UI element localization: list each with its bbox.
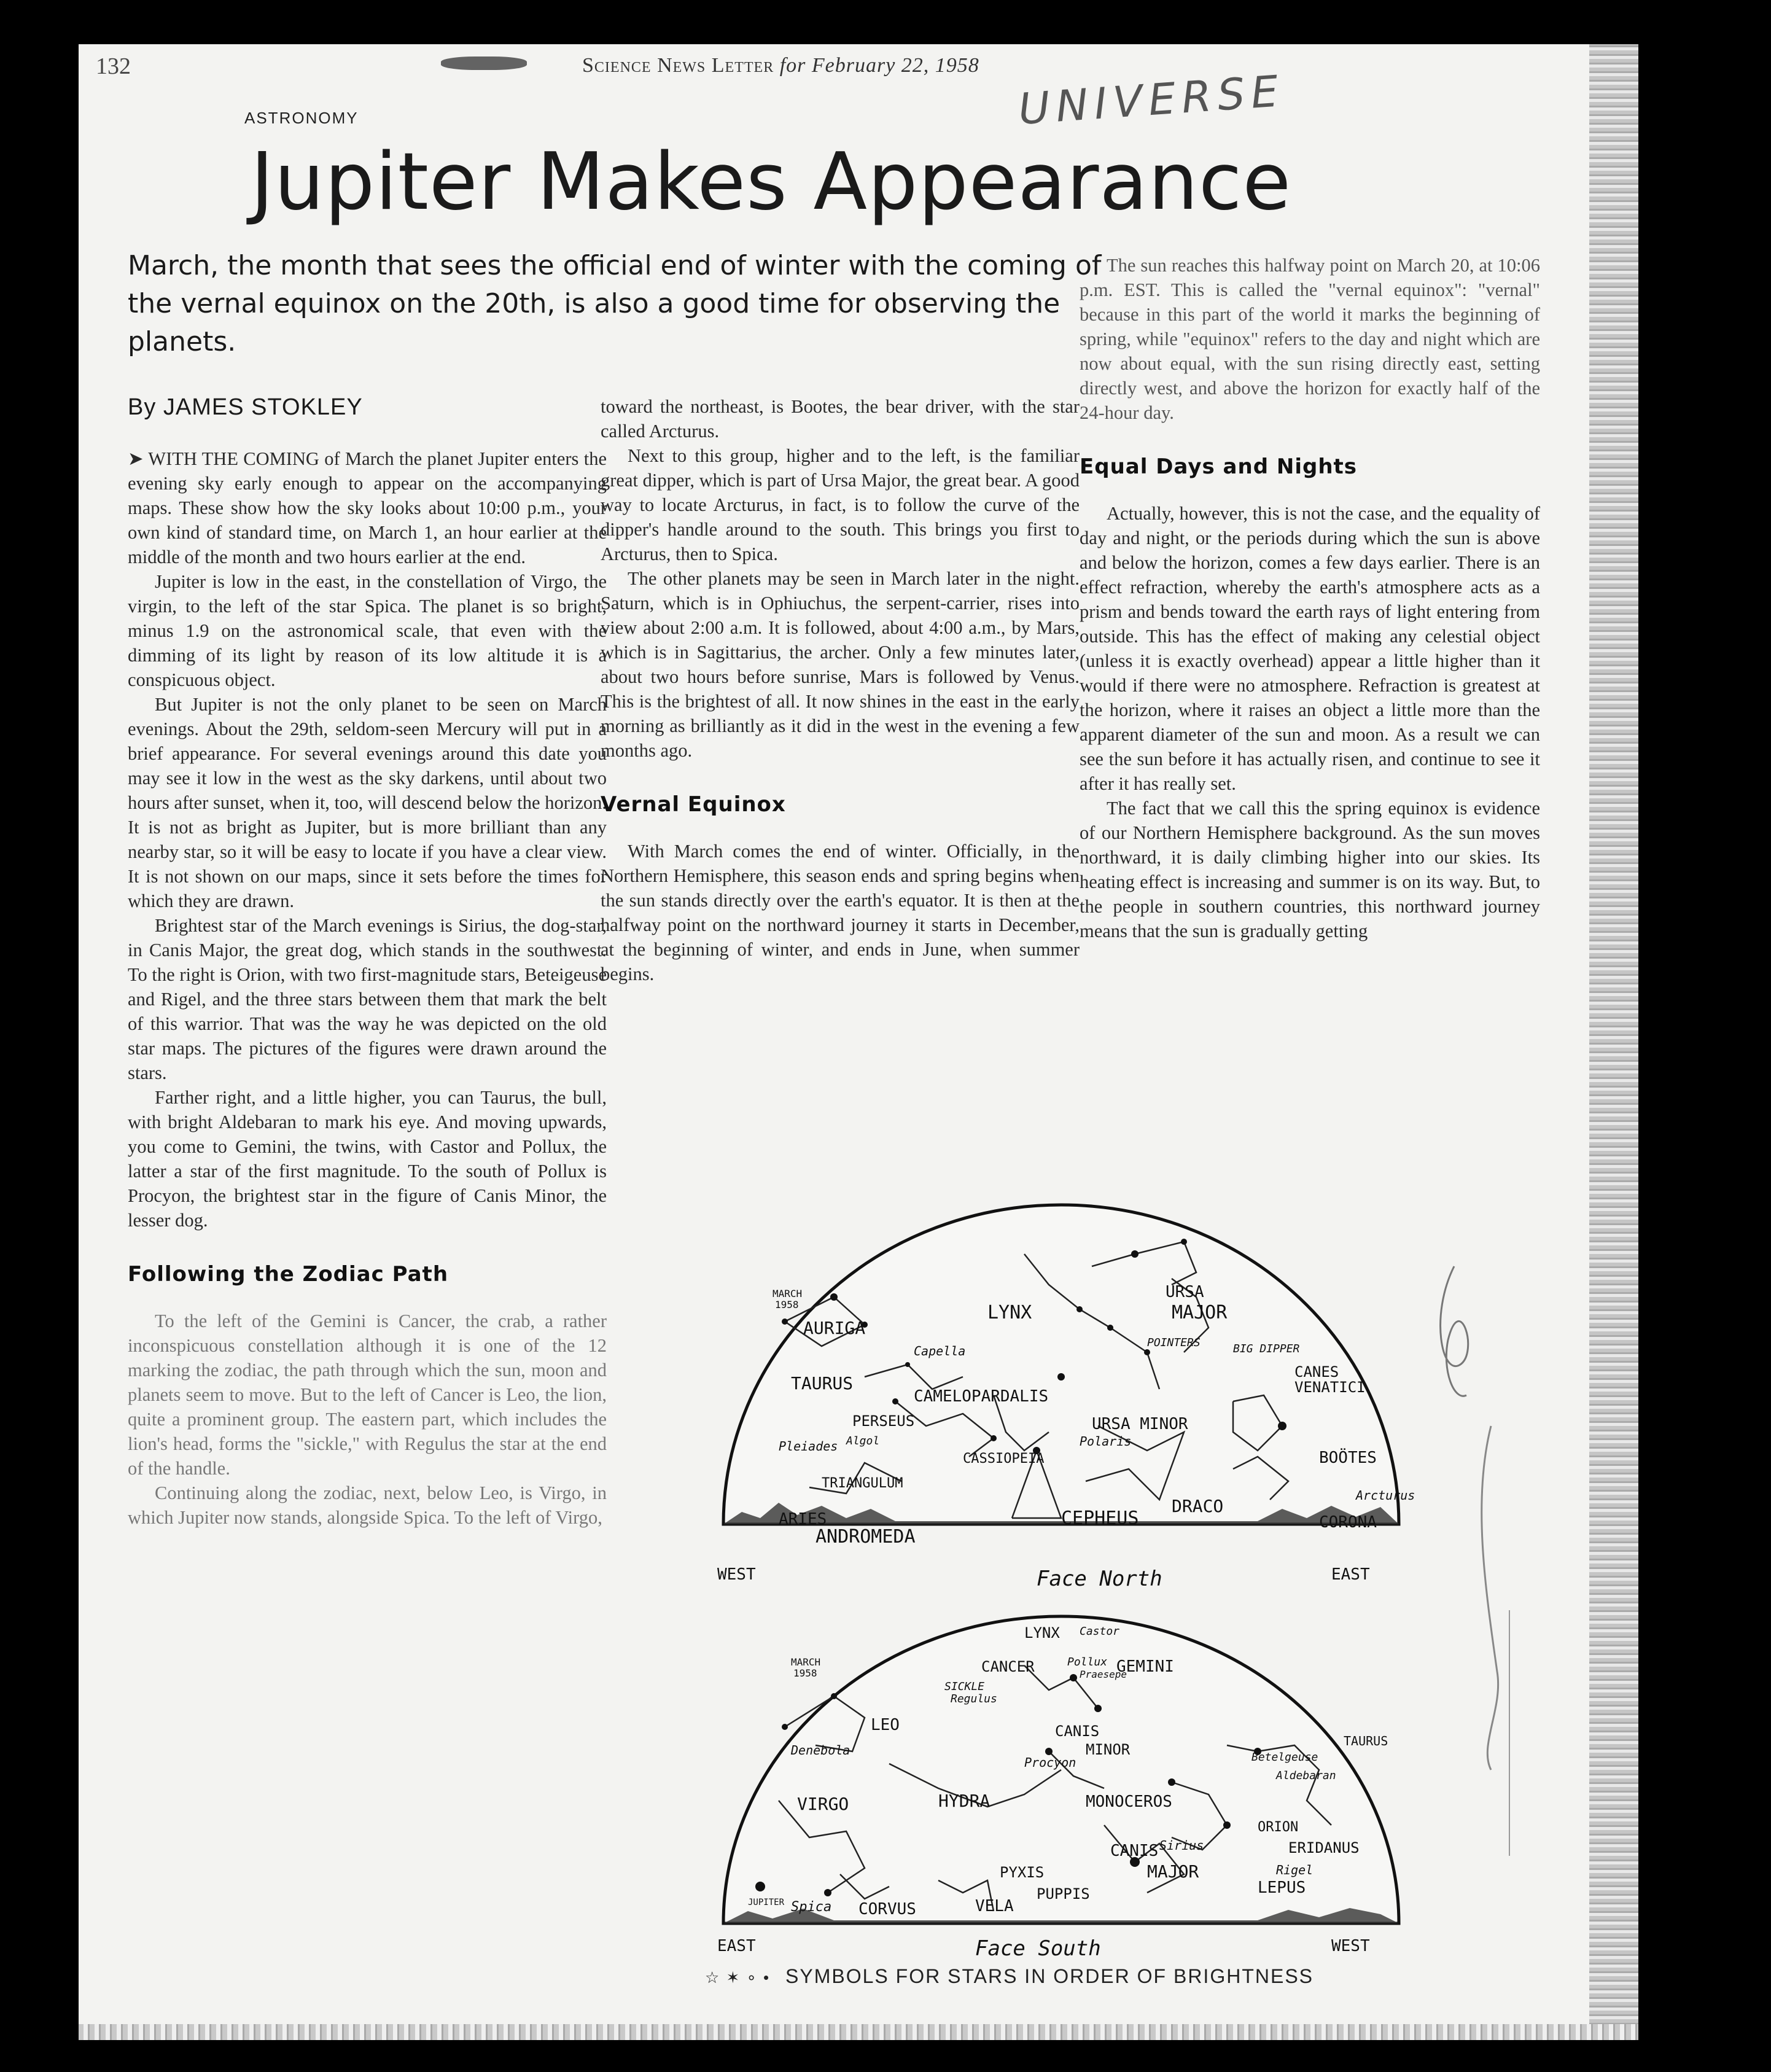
map-label: ERIDANUS [1288, 1839, 1360, 1856]
map-label: DRACO [1172, 1496, 1224, 1516]
map-label: BOÖTES [1319, 1449, 1377, 1467]
pencil-marks [1417, 1242, 1552, 1887]
map-label: Algol [846, 1435, 880, 1447]
map-label: Praesepe [1080, 1669, 1127, 1680]
column-3 [1080, 253, 1540, 943]
map-label: HYDRA [938, 1791, 991, 1811]
map-label: Aldebaran [1276, 1769, 1336, 1782]
map-label: URSA [1166, 1283, 1204, 1301]
star-map-south [705, 1604, 1417, 1963]
map-label: WEST [1331, 1937, 1370, 1955]
map-label: 1958 [793, 1667, 817, 1679]
map-label: LYNX [1024, 1624, 1060, 1642]
map-label: AURIGA [803, 1318, 866, 1338]
map-label: EAST [1331, 1565, 1370, 1584]
map-label: Denebola [791, 1743, 850, 1758]
map-label: CEPHEUS [1061, 1508, 1139, 1529]
map-label: Spica [791, 1899, 832, 1915]
map-label: PYXIS [1000, 1864, 1045, 1881]
map-label: Rigel [1276, 1863, 1314, 1877]
map-label: ARIES [779, 1510, 827, 1529]
map-label: Pleiades [779, 1439, 838, 1454]
map-label: CANIS [1110, 1842, 1159, 1860]
subheading-days-nights: Equal Days and Nights [1080, 454, 1358, 479]
map-label: TRIANGULUM [822, 1476, 903, 1491]
handwritten-note: UNIVERSE [1016, 65, 1286, 135]
map-label: CANES [1294, 1363, 1339, 1381]
map-label: MINOR [1086, 1741, 1131, 1758]
map-label: JUPITER [748, 1898, 785, 1907]
paragraph: The other planets may be seen in March later in the night. Saturn, which is in Ophiuchus, the serpent-carrier, rises into view about 2:00 a.m. It is followed, about 4:00 a.m., by Mars, which is in Sagittarius, the archer. Only a few minutes later, about two hours before sunrise, Mars is followed by Venus. This is the brightest of all. It now shines in the east in the early morning as brilliantly as it did in the west in the evening a few months ago. [601, 568, 1080, 761]
map-label: POINTERS [1147, 1336, 1201, 1349]
map-label: Castor [1080, 1625, 1120, 1638]
map-label: Regulus [951, 1692, 997, 1705]
paragraph: Jupiter is low in the east, in the constellation of Virgo, the virgin, to the left of the star Spica. The planet is so bright, minus 1.9 on the astronomical scale, that even with the dimming of its light by reason of its low altitude it is a conspicuous object. [128, 571, 607, 690]
page-number: 132 [96, 53, 131, 79]
legend-text: SYMBOLS FOR STARS IN ORDER OF BRIGHTNESS [785, 1965, 1314, 1987]
map-label: Arcturus [1356, 1488, 1415, 1503]
map-label: VIRGO [797, 1794, 849, 1814]
byline: By JAMES STOKLEY [128, 394, 363, 420]
map-label: WEST [717, 1565, 756, 1584]
map-label: LEO [871, 1716, 900, 1734]
map-label: URSA MINOR [1092, 1415, 1188, 1433]
paragraph: ➤ WITH THE COMING of March the planet Jupiter enters the evening sky early enough to appear on the accompanying maps. These show how the sky looks about 10:00 p.m., your own kind of standard time, on March 1, an hour earlier at the middle of the month and two hours earlier at the end. [128, 448, 607, 567]
map-label: EAST [717, 1937, 756, 1955]
map-label: MONOCEROS [1086, 1793, 1172, 1811]
subheading-equinox: Vernal Equinox [601, 792, 786, 817]
paragraph: Brightest star of the March evenings is Sirius, the dog-star, in Canis Major, the great dog, which stands in the southwest. To the right is Orion, with two first-magnitude stars, Beteigeuse and Rigel, and the three stars between them that mark the belt of this warrior. That was the way he was depicted on the old star maps. The pictures of the figures were drawn around the stars. [128, 915, 607, 1083]
star-map-north-svg [705, 1193, 1417, 1610]
legend-symbols: ☆ ✶ ∘ • [705, 1968, 771, 1987]
newspaper-page [79, 44, 1638, 2040]
star-symbol-legend [705, 1965, 1314, 1988]
map-label: Sirius [1159, 1838, 1204, 1853]
map-label: CORONA [1319, 1513, 1377, 1532]
map-label: CASSIOPEIA [963, 1451, 1045, 1466]
paragraph: The fact that we call this the spring equinox is evidence of our Northern Hemisphere background. As the sun moves northward, it is daily climbing higher into our skies. Its heating effect is increasing and summer is on its way. But, to the people in southern countries, this northward journey means that the sun is gradually getting [1080, 798, 1540, 941]
map-label: CORVUS [858, 1900, 916, 1918]
subheading-zodiac: Following the Zodiac Path [128, 1262, 449, 1287]
paragraph: Farther right, and a little higher, you can Taurus, the bull, with bright Aldebaran to mark his eye. And moving upwards, you come to Gemini, the twins, with Castor and Pollux, the latter a star of the first magnitude. To the south of Pollux is Procyon, the brightest star in the figure of Canis Minor, the lesser dog. [128, 1087, 607, 1231]
map-label: PERSEUS [852, 1412, 915, 1430]
scan-bottom-edge [79, 2024, 1638, 2040]
map-label: VENATICI [1294, 1379, 1366, 1396]
map-label: VELA [975, 1897, 1014, 1915]
map-label: Face North [1037, 1567, 1162, 1591]
map-label: MARCH [773, 1288, 803, 1299]
column-2 [601, 394, 1080, 986]
running-head-date: for February 22, 1958 [779, 54, 979, 77]
map-label: Capella [914, 1344, 966, 1358]
running-head [582, 54, 979, 77]
map-label: Pollux [1067, 1656, 1108, 1669]
paragraph: Continuing along the zodiac, next, below Leo, is Virgo, in which Jupiter now stands, alongside Spica. To the left of Virgo, [128, 1482, 607, 1528]
map-label: LYNX [987, 1302, 1032, 1323]
article-title: Jupiter Makes Appearance [251, 136, 1292, 228]
map-label: Face South [975, 1936, 1101, 1960]
paragraph: The sun reaches this halfway point on March 20, at 10:06 p.m. EST. This is called the "vernal equinox": "vernal" because in this part of the world it marks the beginning of spring, while "equinox" refers to the day and night which are now about equal, with the sun rising directly east, setting directly west, and above the horizon for exactly half of the 24-hour day. [1080, 255, 1540, 423]
map-label: CANIS [1055, 1723, 1100, 1740]
map-label: ANDROMEDA [815, 1526, 916, 1548]
map-label: Polaris [1080, 1434, 1132, 1449]
map-label: GEMINI [1116, 1657, 1174, 1676]
map-label: CANCER [981, 1658, 1035, 1675]
map-label: 1958 [775, 1299, 799, 1311]
map-label: CAMELOPARDALIS [914, 1387, 1049, 1406]
map-label: Betelgeuse [1251, 1751, 1318, 1764]
column-1 [128, 446, 607, 1530]
article-deck: March, the month that sees the official end of winter with the coming of the vernal equinox on the 20th, is also a good time for observing the planets. [128, 250, 1102, 357]
paragraph: Actually, however, this is not the case, and the equality of day and night, or the periods during which the sun is above and below the horizon, comes a few days earlier. There is an effect refraction, whereby the earth's atmosphere acts as a prism and bends toward the earth rays of light entering from outside. This has the effect of making any celestial object (unless it is exactly overhead) appear a little higher than it would if there were no atmosphere. Refraction is greatest at the horizon, where it raises an object a little more than the apparent diameter of the sun and moon. As a result we can see the sun before it has actually risen, and continue to see it after it has really set. [1080, 503, 1540, 794]
map-label: MAJOR [1172, 1302, 1228, 1323]
star-map-south-svg [705, 1604, 1417, 1960]
paragraph: With March comes the end of winter. Officially, in the Northern Hemisphere, this season ends and spring begins when the sun stands directly over the earth's equator. It is then at the halfway point on the northward journey it starts in December, at the beginning of winter, and ends in June, when summer begins. [601, 841, 1080, 984]
paragraph: Next to this group, higher and to the left, is the familiar great dipper, which is part of Ursa Major, the great bear. A good way to locate Arcturus, in fact, is to follow the curve of the dipper's handle around to the south. This brings you first to Arcturus, then to Spica. [601, 445, 1080, 564]
paragraph: But Jupiter is not the only planet to be seen on March evenings. About the 29th, seldom-seen Mercury will put in a brief appearance. For several evenings around this date you may see it low in the west as the sky darkens, until about two hours after sunset, when it, too, will descend below the horizon. It is not as bright as Jupiter, but is more brilliant than any nearby star, so it will be easy to locate if you have a clear view. It is not shown on our maps, since it sets before the times for which they are drawn. [128, 694, 607, 911]
section-label: ASTRONOMY [244, 109, 359, 127]
ink-smudge [441, 56, 527, 70]
map-label: MARCH [791, 1656, 821, 1668]
map-label: LEPUS [1258, 1879, 1306, 1897]
map-label: SICKLE [944, 1680, 985, 1693]
map-label: Procyon [1024, 1755, 1076, 1770]
map-label: TAURUS [1344, 1734, 1388, 1748]
map-label: BIG DIPPER [1233, 1342, 1300, 1355]
paragraph: To the left of the Gemini is Cancer, the crab, a rather inconspicuous constellation although it is one of the 12 marking the zodiac, the path through which the sun, moon and planets seem to move. But to the left of Cancer is Leo, the lion, quite a prominent group. The eastern part, which includes the lion's head, forms the "sickle," with Regulus the star at the end of the handle. [128, 1311, 607, 1479]
map-label: TAURUS [791, 1373, 854, 1393]
map-label: PUPPIS [1037, 1885, 1090, 1903]
running-head-title: Science News Letter [582, 54, 774, 77]
paragraph: toward the northeast, is Bootes, the bear driver, with the star called Arcturus. [601, 396, 1080, 442]
map-label: MAJOR [1147, 1861, 1199, 1882]
star-map-north [705, 1193, 1417, 1613]
map-label: ORION [1258, 1820, 1299, 1835]
scan-edge [1589, 44, 1638, 2040]
